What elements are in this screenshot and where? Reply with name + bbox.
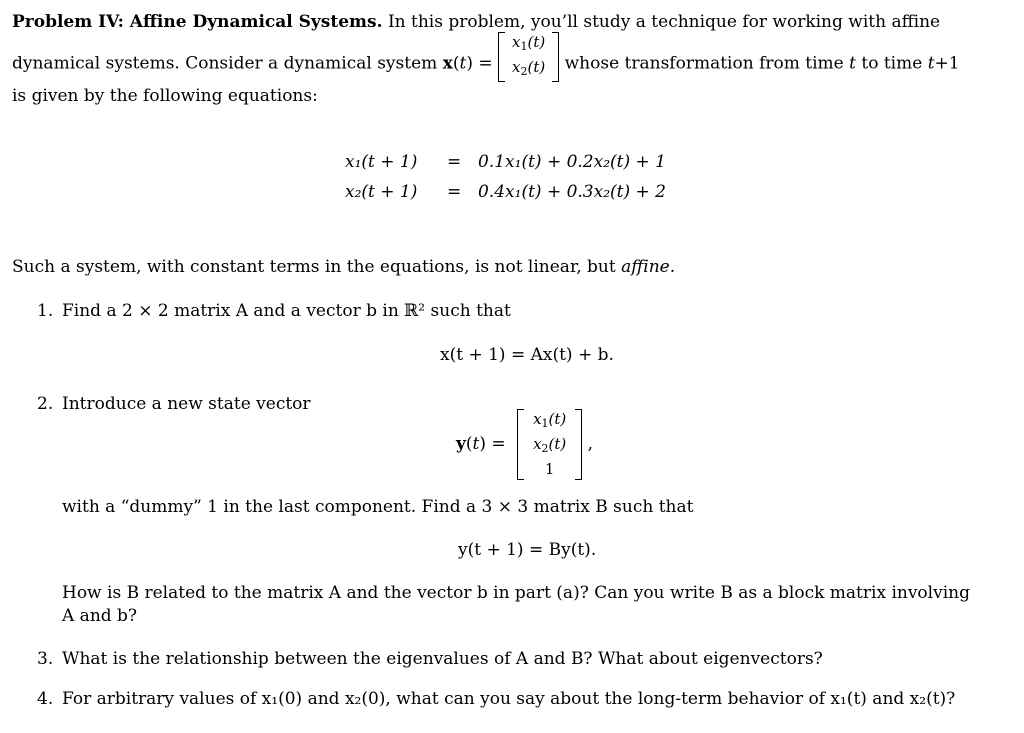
affine-emphasis: affine. [621,257,676,277]
item-1-number: 1. [37,301,54,321]
item-2-question-line-1: How is B related to the matrix A and the vector b in part (a)? Can you write B as a block matrix involving [62,583,970,603]
item-2-number: 2. [37,394,54,414]
intro-line-3: is given by the following equations: [12,86,318,106]
y-state-vector: $x_1(t)$ $x_2(t)$ 1 [517,409,582,480]
eq-row1-rhs: 0.1x₁(t) + 0.2x₂(t) + 1 [478,152,666,172]
eq-row1-equals: = [447,152,462,172]
eq-row1-lhs: x₁(t + 1) [345,152,418,172]
problem-heading: Problem IV: Affine Dynamical Systems. [12,12,383,32]
intro-part2: dynamical systems. Consider a dynamical system [12,53,438,74]
intro-part1: In this problem, you’ll study a technique for working with affine [387,12,941,32]
intro-part3: whose transformation from time [564,53,844,74]
item-3-number: 3. [37,649,54,669]
y-vector-equation: y(t) = $x_1(t)$ $x_2(t)$ 1 , [456,410,594,478]
item-2-equation: y(t + 1) = By(t). [458,540,597,560]
eq-row2-lhs: x₂(t + 1) [345,182,418,202]
intro-line-2: dynamical systems. Consider a dynamical system x(t) = $x_1(t)$ $x_2(t)$ whose transformation from time t to time t+1 [12,46,960,82]
intro-line-1 [12,12,940,32]
item-2-question-line-2: A and b? [62,606,138,626]
affine-note: Such a system, with constant terms in the equations, is not linear, but affine. [12,257,676,277]
eq-row2-equals: = [447,182,462,202]
x-state-vector: $x_1(t)$ $x_2(t)$ [498,32,559,82]
eq-row2-rhs: 0.4x₁(t) + 0.3x₂(t) + 2 [478,182,666,202]
item-1-equation: x(t + 1) = Ax(t) + b. [440,345,614,365]
item-4-number: 4. [37,689,54,709]
intro-part4: to time [861,53,923,74]
item-3-text: What is the relationship between the eigenvalues of A and B? What about eigenvectors? [62,649,823,669]
item-2-text: Introduce a new state vector [62,394,311,414]
x-vector-symbol: x [442,53,453,74]
item-1-text: Find a 2 × 2 matrix A and a vector b in ℝ² such that [62,301,511,321]
item-2-after: with a “dummy” 1 in the last component. Find a 3 × 3 matrix B such that [62,497,694,517]
item-4-text: For arbitrary values of x₁(0) and x₂(0), what can you say about the long-term behavior of x₁(t) and x₂(t)? [62,689,956,709]
